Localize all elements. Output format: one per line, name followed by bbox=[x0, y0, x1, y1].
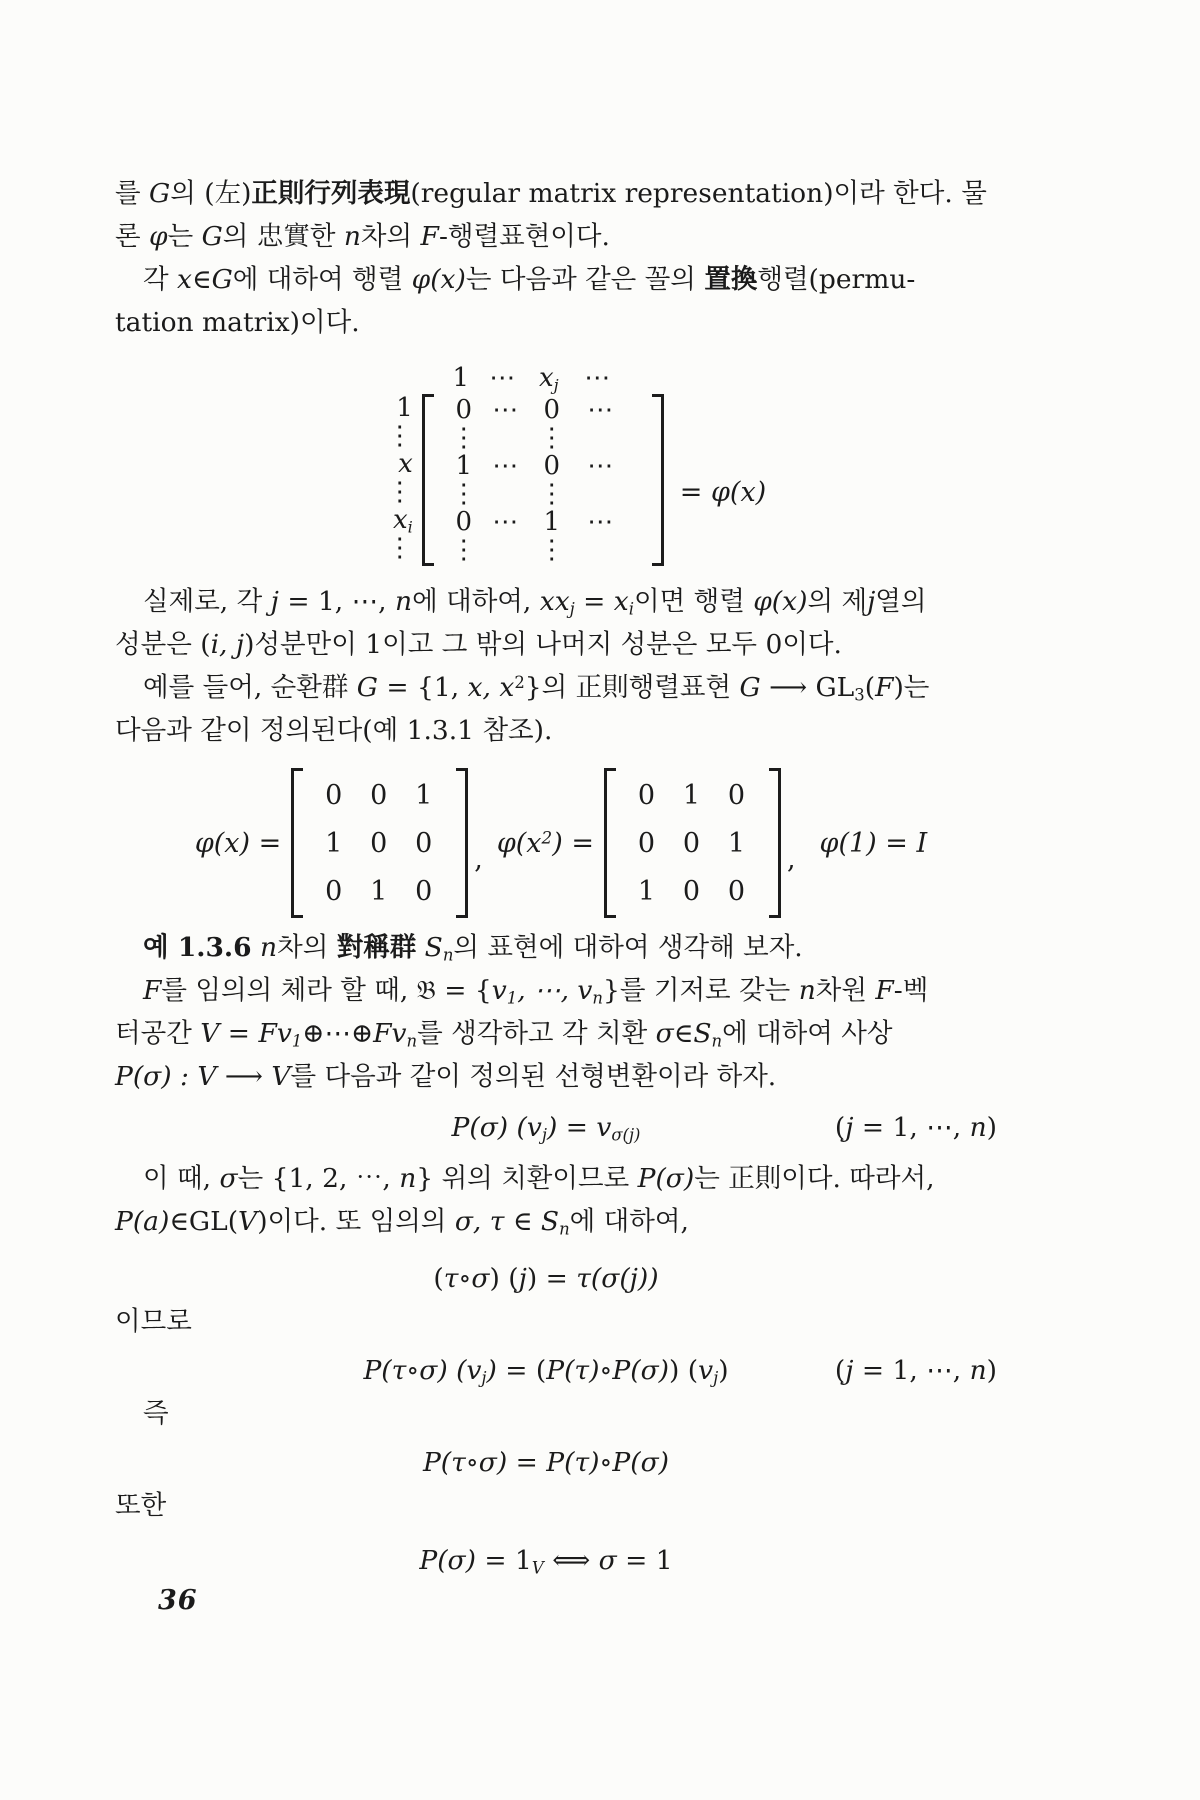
example-matrices-display bbox=[85, 768, 1037, 918]
matrix-cell: ⋯ bbox=[587, 507, 615, 537]
matrix-cell: ⋮ bbox=[538, 423, 565, 453]
matrix-col-header: ⋯ bbox=[584, 363, 612, 393]
para3-line1: 실제로, 각 j = 1, ⋯, n에 대하여, $xx_j = x_i$이면 행렬 φ(x)의 제j열의 bbox=[143, 586, 927, 619]
matrix-cell: ⋯ bbox=[587, 451, 615, 481]
matrix-cell: 0 bbox=[325, 779, 343, 811]
matrix-cell: ⋯ bbox=[492, 451, 520, 481]
matrix-cell: 0 bbox=[455, 395, 473, 425]
matrix-cell: 1 bbox=[682, 779, 701, 811]
right-bracket bbox=[456, 768, 468, 918]
para3-line2: 성분은 (i, j)성분만이 1이고 그 밖의 나머지 성분은 모두 0이다. bbox=[115, 629, 842, 660]
page-content bbox=[115, 172, 1067, 1582]
left-bracket bbox=[422, 394, 434, 566]
phi-x2-matrix bbox=[604, 768, 781, 918]
matrix-column-headers bbox=[441, 362, 766, 394]
para4-line1: 예를 들어, 순환群 G = {1, x, $x^2$}의 正則행렬표현 G ⟶ $GL_3(F)$는 bbox=[143, 672, 930, 705]
matrix-row-labels bbox=[376, 394, 422, 566]
equation-main: P(τ∘σ) $(v_j)$ = (P(τ)∘P(σ)) $(v_j)$ bbox=[363, 1355, 729, 1388]
equation-homomorphism bbox=[115, 1441, 1067, 1484]
matrix-row-label: ⋮ bbox=[386, 421, 413, 451]
phi-x-matrix bbox=[291, 768, 468, 918]
matrix-row-label: x bbox=[398, 449, 413, 479]
example-136-line4: P(σ) : V ⟶ V를 다음과 같이 정의된 선형변환이라 하자. bbox=[115, 1061, 777, 1092]
matrix-cell: 0 bbox=[727, 779, 746, 811]
matrix-cell: ⋮ bbox=[450, 535, 477, 565]
matrix-entries bbox=[616, 768, 769, 918]
matrix-cell: ⋮ bbox=[450, 423, 477, 453]
matrix-cell: 1 bbox=[637, 875, 656, 907]
matrix-body bbox=[376, 394, 766, 566]
equation-main: P(σ) $(v_j) = v_{\sigma(j)}$ bbox=[451, 1112, 641, 1145]
equation-condition: (j = 1, ⋯, n) bbox=[834, 1112, 997, 1143]
phi-x2-label: $\varphi(x^2)$ = bbox=[496, 827, 594, 859]
matrix-cell: ⋯ bbox=[492, 395, 520, 425]
matrix-cell: ⋮ bbox=[450, 479, 477, 509]
equation-main: (τ∘σ) (j) = τ(σ(j)) bbox=[433, 1263, 659, 1294]
connector-ttohan: 또한 bbox=[115, 1490, 167, 1521]
example-136-line3: 터공간 $V = Fv_1\oplus\cdots\oplus Fv_n$를 생각하고 각 치환 $\sigma\in S_n$에 대하여 사상 bbox=[115, 1018, 893, 1051]
right-bracket bbox=[769, 768, 781, 918]
para4-line2: 다음과 같이 정의된다(예 1.3.1 참조). bbox=[115, 715, 553, 746]
equation-condition: (j = 1, ⋯, n) bbox=[834, 1355, 997, 1386]
matrix-cell: 0 bbox=[370, 827, 388, 859]
permutation-matrix-display bbox=[95, 362, 1047, 566]
matrix-cell: ⋮ bbox=[538, 535, 565, 565]
matrix-cell: 0 bbox=[543, 395, 561, 425]
para2-line1: 각 x∈G에 대하여 행렬 φ(x)는 다음과 같은 꼴의 置換행렬(permu- bbox=[143, 264, 916, 295]
matrix-cell: 0 bbox=[455, 507, 473, 537]
matrix-row-label: ⋮ bbox=[386, 533, 413, 563]
matrix-cell: 0 bbox=[370, 779, 388, 811]
matrix-row-label: ⋮ bbox=[386, 477, 413, 507]
equation-tau-sigma-composition bbox=[115, 1257, 1067, 1300]
matrix-cell: 0 bbox=[682, 875, 701, 907]
matrix-cell: 0 bbox=[727, 875, 746, 907]
matrix-equals-phi-x: = φ(x) bbox=[679, 476, 767, 508]
phi-1-identity: φ(1) = I bbox=[819, 827, 928, 859]
matrix-cell: 1 bbox=[727, 827, 746, 859]
right-bracket bbox=[652, 394, 664, 566]
comma-separator: , bbox=[786, 843, 796, 875]
matrix-cell: 0 bbox=[415, 827, 433, 859]
matrix-col-header: ⋯ bbox=[489, 363, 517, 393]
left-bracket bbox=[291, 768, 303, 918]
example-136-line2: F를 임의의 체라 할 때, 𝔅 = {$v_1$, ⋯, $v_n$}를 기저로 갖는 n차원 F-벡 bbox=[143, 975, 929, 1008]
equation-p-tau-sigma-vj bbox=[115, 1349, 1067, 1392]
left-bracket bbox=[604, 768, 616, 918]
page-number: 36 bbox=[158, 1585, 198, 1616]
example-136-label: 예 1.3.6 bbox=[143, 932, 252, 963]
para5-line1: 이 때, σ는 {1, 2, ⋯, n} 위의 치환이므로 P(σ)는 正則이다. 따라서, bbox=[143, 1163, 935, 1194]
matrix-cell: 0 bbox=[325, 875, 343, 907]
matrix-cell: 0 bbox=[682, 827, 701, 859]
matrix-cell: ⋯ bbox=[492, 507, 520, 537]
connector-imeuro: 이므로 bbox=[115, 1306, 192, 1337]
connector-jeuk: 즉 bbox=[143, 1398, 169, 1429]
para2-line2: tation matrix)이다. bbox=[115, 307, 360, 338]
matrix-row-label: 1 bbox=[396, 393, 413, 423]
matrix-cell: 0 bbox=[415, 875, 433, 907]
matrix-cell: 1 bbox=[325, 827, 343, 859]
equation-faithful bbox=[115, 1539, 1067, 1582]
matrix-entries bbox=[303, 768, 456, 918]
matrix-cell: 0 bbox=[637, 827, 656, 859]
matrix-col-header: $x_j$ bbox=[538, 363, 559, 395]
para5-line2: P(a)∈GL(V)이다. 또 임의의 σ, τ ∈ $S_n$에 대하여, bbox=[115, 1206, 689, 1239]
matrix-cell: 1 bbox=[415, 779, 433, 811]
matrix-entries bbox=[434, 394, 652, 566]
para1-line2: 론 φ는 G의 忠實한 n차의 F-행렬표현이다. bbox=[115, 221, 610, 252]
phi-x-label: φ(x) = bbox=[194, 827, 282, 859]
example-136-intro: n차의 對稱群 $S_n$의 표현에 대하여 생각해 보자. bbox=[260, 932, 803, 965]
equation-main: $P(\sigma) = 1_V$ ⟺ σ = 1 bbox=[419, 1545, 673, 1578]
matrix-cell: 1 bbox=[455, 451, 473, 481]
matrix-cell: ⋯ bbox=[587, 395, 615, 425]
comma-separator: , bbox=[474, 843, 483, 875]
example-136-heading bbox=[115, 926, 1067, 969]
matrix-cell: 0 bbox=[637, 779, 656, 811]
equation-main: P(τ∘σ) = P(τ)∘P(σ) bbox=[422, 1447, 670, 1478]
equation-p-sigma-vj bbox=[115, 1106, 1067, 1149]
matrix-row-label: $x_i$ bbox=[392, 505, 413, 537]
matrix-col-header: 1 bbox=[452, 363, 470, 393]
permutation-matrix bbox=[376, 362, 766, 566]
matrix-cell: 0 bbox=[543, 451, 561, 481]
matrix-cell: ⋮ bbox=[538, 479, 565, 509]
matrix-cell: 1 bbox=[543, 507, 561, 537]
para1-line1: 를 G의 (左)正則行列表現(regular matrix representation)이라 한다. 물 bbox=[115, 178, 987, 209]
matrix-cell: 1 bbox=[370, 875, 388, 907]
